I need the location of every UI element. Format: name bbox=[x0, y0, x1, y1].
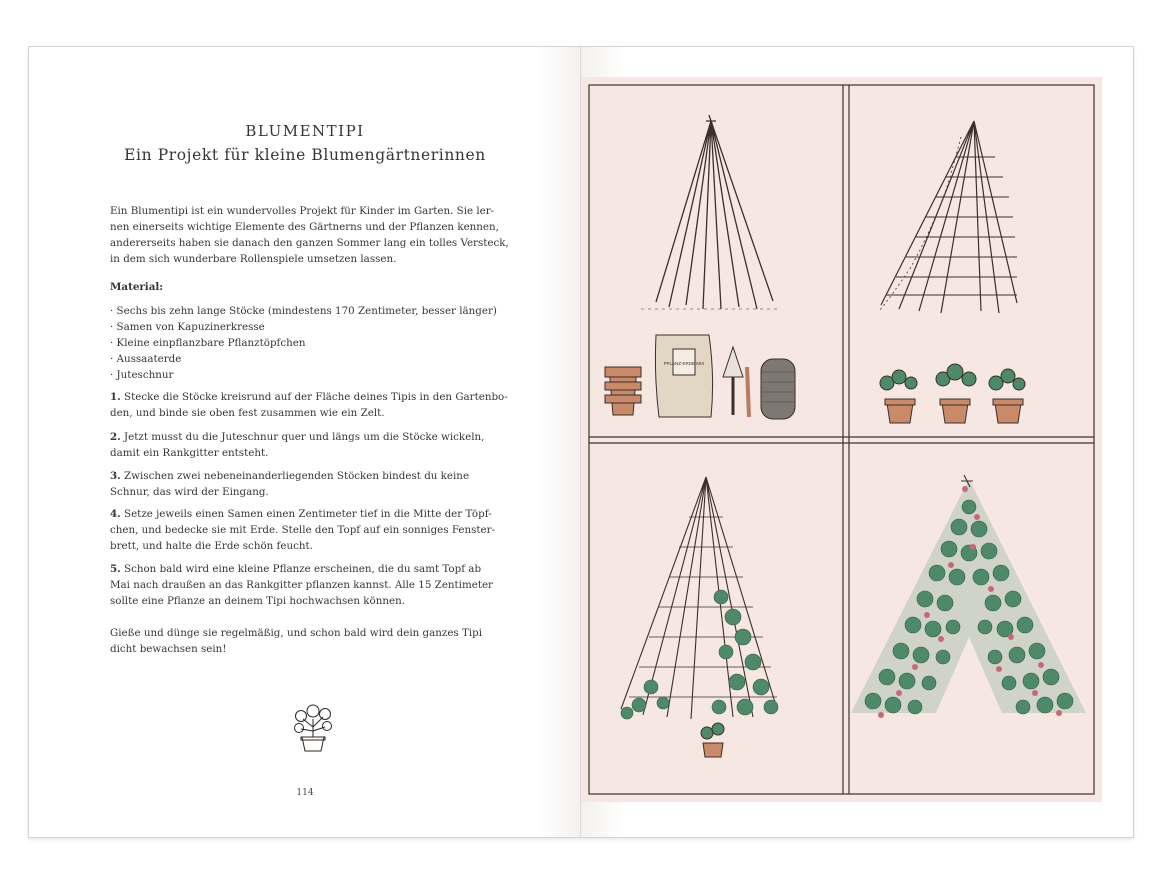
text-line: Mai nach draußen an das Rankgitter pflanzen kannst. Alle 15 Zentimeter bbox=[110, 579, 493, 591]
list-item: · Sechs bis zehn lange Stöcke (mindestens 170 Zentimeter, besser länger) bbox=[110, 303, 515, 319]
step-number: 2. bbox=[110, 431, 121, 443]
list-item: · Samen von Kapuzinerkresse bbox=[110, 319, 515, 335]
step-4 bbox=[110, 506, 515, 554]
page-title: BLUMENTIPI bbox=[245, 122, 365, 140]
step-3 bbox=[110, 468, 515, 500]
step-number: 5. bbox=[110, 563, 121, 575]
text-line: Gieße und dünge sie regelmäßig, und schon bald wird dein ganzes Tipi bbox=[110, 627, 483, 639]
material-list bbox=[110, 303, 515, 383]
text-line: Zwischen zwei nebeneinanderliegenden Stöcken bindest du keine bbox=[124, 470, 470, 482]
step-number: 4. bbox=[110, 508, 121, 520]
text-line: brett, und halte die Erde schön feucht. bbox=[110, 540, 313, 552]
step-5 bbox=[110, 561, 515, 609]
list-item: · Aussaaterde bbox=[110, 351, 515, 367]
potted-flower-icon bbox=[287, 697, 339, 757]
list-item: · Juteschnur bbox=[110, 367, 515, 383]
page-number: 114 bbox=[296, 788, 314, 798]
text-line: dicht bewachsen sein! bbox=[110, 643, 227, 655]
text-line: Stecke die Stöcke kreisrund auf der Fläche deines Tipis in den Gartenbo- bbox=[124, 391, 508, 403]
text-line: damit ein Rankgitter entsteht. bbox=[110, 447, 269, 459]
step-1 bbox=[110, 389, 515, 421]
step-number: 3. bbox=[110, 470, 121, 482]
closing-paragraph bbox=[110, 625, 515, 657]
step-2 bbox=[110, 429, 515, 461]
list-item: · Kleine einpflanzbare Pflanztöpfchen bbox=[110, 335, 515, 351]
left-page bbox=[29, 47, 581, 837]
text-line: Ein Blumentipi ist ein wundervolles Projekt für Kinder im Garten. Sie ler- bbox=[110, 205, 495, 217]
text-line: den, und binde sie oben fest zusammen wie ein Zelt. bbox=[110, 407, 385, 419]
text-line: Setze jeweils einen Samen einen Zentimeter tief in die Mitte der Töpf- bbox=[124, 508, 492, 520]
text-line: chen, und bedecke sie mit Erde. Stelle den Topf auf ein sonniges Fenster- bbox=[110, 524, 496, 536]
text-line: Jetzt musst du die Juteschnur quer und längs um die Stöcke wickeln, bbox=[124, 431, 485, 443]
seed-bag-label: PFLANZ-ERDE MIX bbox=[663, 361, 705, 366]
text-line: in dem sich wunderbare Rollenspiele umsetzen lassen. bbox=[110, 253, 397, 265]
text-line: andererseits haben sie danach den ganzen Sommer lang ein tolles Versteck, bbox=[110, 237, 509, 249]
material-heading: Material: bbox=[110, 281, 164, 293]
text-line: sollte eine Pflanze an deinem Tipi hochwachsen können. bbox=[110, 595, 405, 607]
text-line: nen einerseits wichtige Elemente des Gärtnerns und der Pflanzen kennen, bbox=[110, 221, 499, 233]
intro-paragraph bbox=[110, 203, 515, 267]
page-subtitle: Ein Projekt für kleine Blumengärtnerinnen bbox=[124, 146, 486, 164]
text-line: Schnur, das wird der Eingang. bbox=[110, 486, 269, 498]
illustration-plate bbox=[581, 77, 1102, 802]
text-line: Schon bald wird eine kleine Pflanze erscheinen, die du samt Topf ab bbox=[124, 563, 482, 575]
step-number: 1. bbox=[110, 391, 121, 403]
